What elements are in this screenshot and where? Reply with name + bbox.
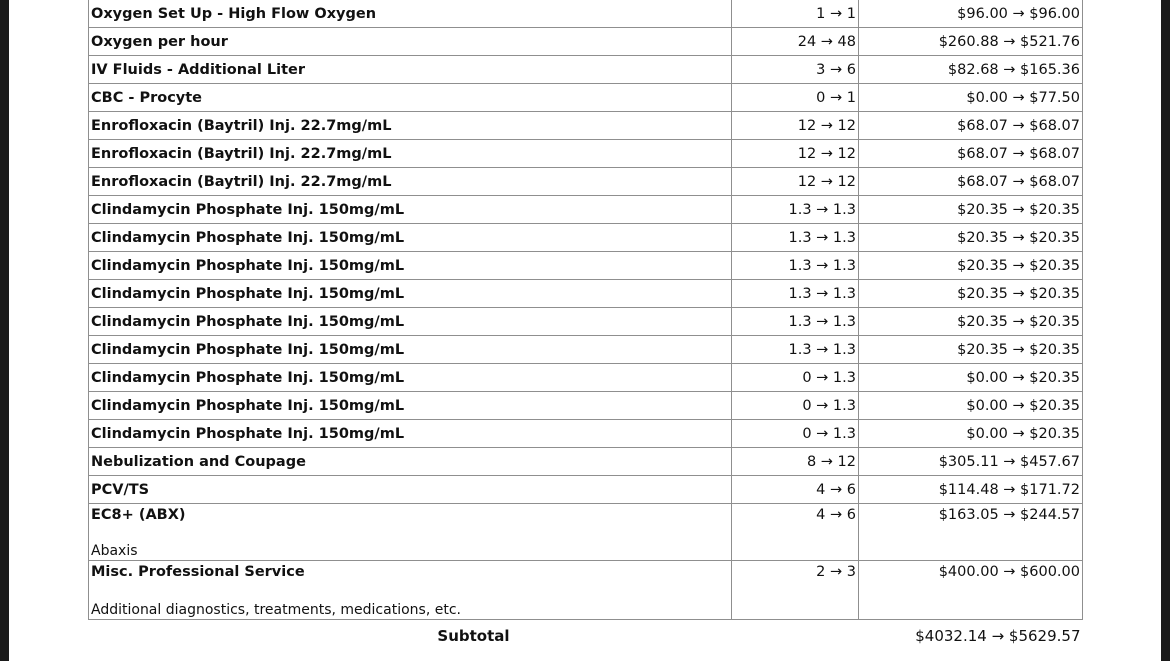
item-note: Abaxis (91, 543, 138, 559)
item-quantity: 1 → 1 (732, 0, 859, 28)
item-price: $0.00 → $20.35 (859, 364, 1083, 392)
item-description (89, 336, 732, 364)
item-description (89, 504, 732, 561)
table-row (89, 252, 1083, 280)
item-name: Nebulization and Coupage (91, 453, 306, 470)
item-price: $68.07 → $68.07 (859, 112, 1083, 140)
subtotal-row (89, 620, 1083, 651)
subtotal-value: $4032.14 → $5629.57 (915, 627, 1081, 645)
item-name: Enrofloxacin (Baytril) Inj. 22.7mg/mL (91, 145, 392, 162)
item-name: Clindamycin Phosphate Inj. 150mg/mL (91, 341, 405, 358)
item-price: $260.88 → $521.76 (859, 28, 1083, 56)
item-quantity: 1.3 → 1.3 (732, 196, 859, 224)
table-row (89, 112, 1083, 140)
estimate-table (88, 0, 1083, 650)
item-price: $20.35 → $20.35 (859, 196, 1083, 224)
table-row (89, 504, 1083, 561)
item-price: $96.00 → $96.00 (859, 0, 1083, 28)
table-row (89, 28, 1083, 56)
item-note: Additional diagnostics, treatments, medications, etc. (91, 602, 461, 618)
item-quantity: 24 → 48 (732, 28, 859, 56)
item-name: CBC - Procyte (91, 89, 203, 106)
item-description (89, 392, 732, 420)
table-row (89, 84, 1083, 112)
item-description (89, 56, 732, 84)
item-description (89, 280, 732, 308)
table-row (89, 140, 1083, 168)
item-name: Clindamycin Phosphate Inj. 150mg/mL (91, 425, 405, 442)
item-price: $114.48 → $171.72 (859, 476, 1083, 504)
item-quantity: 0 → 1.3 (732, 364, 859, 392)
item-name: Enrofloxacin (Baytril) Inj. 22.7mg/mL (91, 173, 392, 190)
item-description (89, 140, 732, 168)
item-price: $305.11 → $457.67 (859, 448, 1083, 476)
item-name: Clindamycin Phosphate Inj. 150mg/mL (91, 285, 405, 302)
item-description (89, 308, 732, 336)
item-name: Clindamycin Phosphate Inj. 150mg/mL (91, 229, 405, 246)
item-quantity: 12 → 12 (732, 140, 859, 168)
table-row (89, 392, 1083, 420)
item-name: Oxygen Set Up - High Flow Oxygen (91, 5, 377, 22)
item-description (89, 561, 732, 620)
item-name: EC8+ (ABX) (91, 507, 186, 523)
item-quantity: 4 → 6 (732, 476, 859, 504)
item-price: $0.00 → $77.50 (859, 84, 1083, 112)
item-quantity: 1.3 → 1.3 (732, 252, 859, 280)
item-price: $0.00 → $20.35 (859, 420, 1083, 448)
item-price: $68.07 → $68.07 (859, 168, 1083, 196)
table-row (89, 280, 1083, 308)
line-items (89, 0, 1083, 650)
item-quantity: 12 → 12 (732, 112, 859, 140)
item-description (89, 112, 732, 140)
table-row (89, 561, 1083, 620)
item-quantity: 3 → 6 (732, 56, 859, 84)
item-quantity: 8 → 12 (732, 448, 859, 476)
item-price: $400.00 → $600.00 (859, 561, 1083, 620)
item-name: Clindamycin Phosphate Inj. 150mg/mL (91, 313, 405, 330)
item-quantity: 1.3 → 1.3 (732, 336, 859, 364)
item-quantity: 0 → 1.3 (732, 392, 859, 420)
item-price: $0.00 → $20.35 (859, 392, 1083, 420)
item-name: Clindamycin Phosphate Inj. 150mg/mL (91, 397, 405, 414)
item-name: IV Fluids - Additional Liter (91, 61, 306, 78)
item-description (89, 196, 732, 224)
item-quantity: 0 → 1 (732, 84, 859, 112)
item-name: PCV/TS (91, 481, 150, 498)
table-row (89, 196, 1083, 224)
item-name: Oxygen per hour (91, 33, 228, 50)
item-name: Enrofloxacin (Baytril) Inj. 22.7mg/mL (91, 117, 392, 134)
item-price: $20.35 → $20.35 (859, 280, 1083, 308)
item-name: Clindamycin Phosphate Inj. 150mg/mL (91, 201, 405, 218)
item-price: $20.35 → $20.35 (859, 252, 1083, 280)
item-description (89, 252, 732, 280)
item-quantity: 0 → 1.3 (732, 420, 859, 448)
item-price: $20.35 → $20.35 (859, 336, 1083, 364)
item-description (89, 84, 732, 112)
subtotal-label: Subtotal (437, 627, 510, 645)
item-quantity: 1.3 → 1.3 (732, 224, 859, 252)
item-price: $20.35 → $20.35 (859, 224, 1083, 252)
item-description (89, 168, 732, 196)
item-quantity: 4 → 6 (732, 504, 859, 561)
item-price: $20.35 → $20.35 (859, 308, 1083, 336)
item-name: Misc. Professional Service (91, 564, 305, 580)
table-row (89, 0, 1083, 28)
table-row (89, 308, 1083, 336)
item-quantity: 1.3 → 1.3 (732, 280, 859, 308)
item-price: $68.07 → $68.07 (859, 140, 1083, 168)
table-row (89, 448, 1083, 476)
item-description (89, 420, 732, 448)
note-spacer (91, 581, 729, 601)
table-row (89, 364, 1083, 392)
item-quantity: 1.3 → 1.3 (732, 308, 859, 336)
item-description (89, 224, 732, 252)
item-description (89, 28, 732, 56)
note-spacer (91, 524, 729, 542)
item-price: $82.68 → $165.36 (859, 56, 1083, 84)
table-row (89, 168, 1083, 196)
item-name: Clindamycin Phosphate Inj. 150mg/mL (91, 369, 405, 386)
table-row (89, 224, 1083, 252)
item-description (89, 476, 732, 504)
item-name: Clindamycin Phosphate Inj. 150mg/mL (91, 257, 405, 274)
table-row (89, 420, 1083, 448)
item-price: $163.05 → $244.57 (859, 504, 1083, 561)
item-description (89, 448, 732, 476)
table-row (89, 476, 1083, 504)
table-row (89, 336, 1083, 364)
item-description (89, 364, 732, 392)
item-quantity: 2 → 3 (732, 561, 859, 620)
table-row (89, 56, 1083, 84)
item-quantity: 12 → 12 (732, 168, 859, 196)
item-description (89, 0, 732, 28)
